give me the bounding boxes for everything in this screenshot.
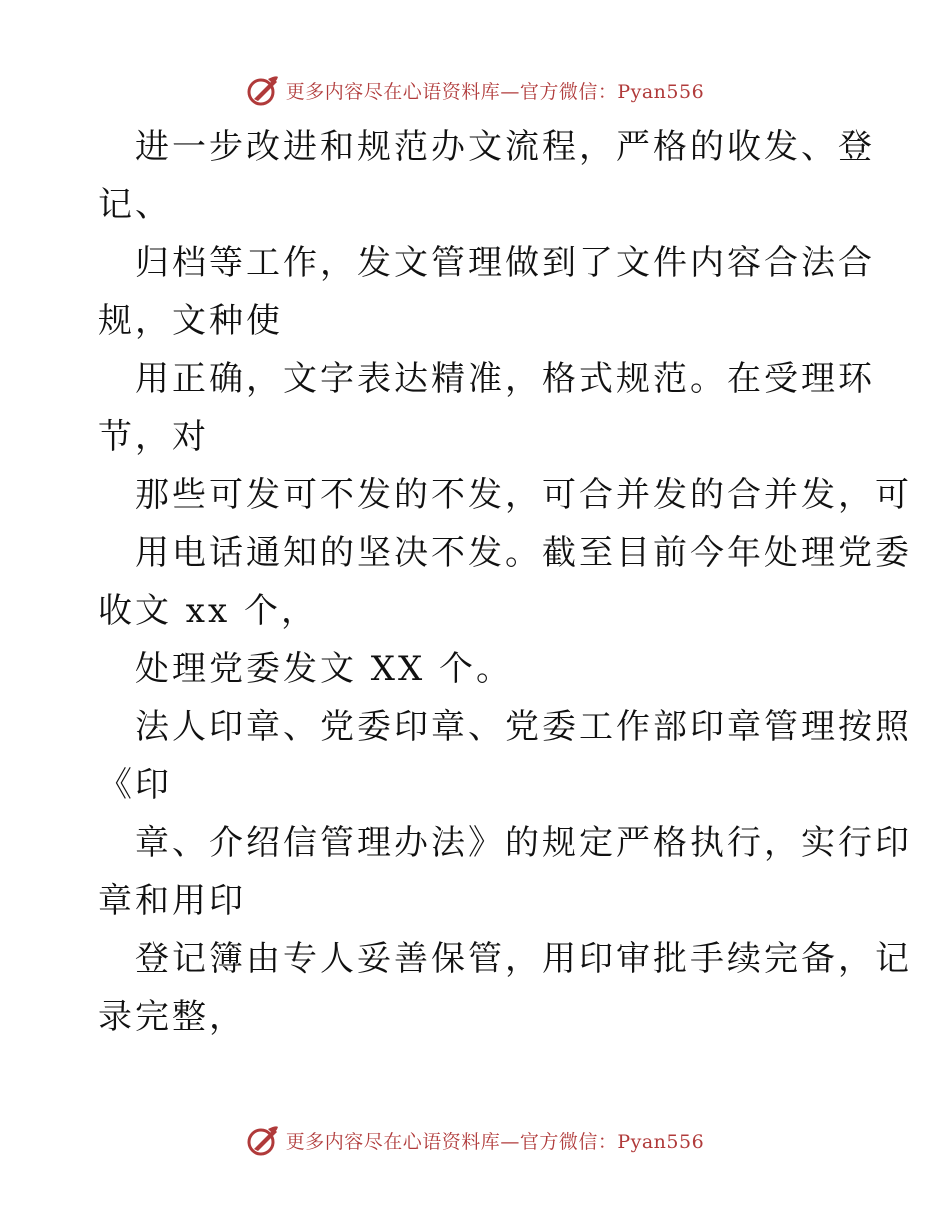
body-line: 那些可发可不发的不发，可合并发的合并发，可	[135, 475, 912, 515]
body-line: 录完整，	[98, 997, 246, 1037]
body-line: 记、	[98, 185, 172, 225]
body-line: 登记簿由专人妥善保管，用印审批手续完备，记	[135, 939, 912, 979]
body-line: 用正确，文字表达精准，格式规范。在受理环	[135, 359, 875, 399]
body-line: 法人印章、党委印章、党委工作部印章管理按照	[135, 707, 912, 747]
body-line: 章、介绍信管理办法》的规定严格执行，实行印	[135, 823, 912, 863]
quill-logo-icon	[246, 73, 280, 107]
body-line: 用电话通知的坚决不发。截至目前今年处理党委	[135, 533, 912, 573]
footer-banner-text	[286, 1127, 704, 1154]
header-banner	[0, 70, 950, 110]
header-banner-wechat-id: Pyan556	[617, 80, 705, 103]
header-banner-separator: —	[500, 80, 520, 103]
footer-banner-cn: 更多内容尽在心语资料库	[285, 1130, 501, 1153]
body-line: 《印	[98, 765, 172, 805]
body-line: 处理党委发文 XX 个。	[135, 649, 514, 689]
footer-banner	[0, 1120, 950, 1160]
footer-banner-wechat-id: Pyan556	[617, 1130, 705, 1153]
footer-banner-separator: —	[500, 1130, 520, 1153]
footer-banner-wechat-label: 官方微信：	[519, 1130, 618, 1153]
header-banner-text	[286, 77, 704, 104]
header-banner-cn: 更多内容尽在心语资料库	[285, 80, 501, 103]
body-line: 进一步改进和规范办文流程，严格的收发、登	[135, 127, 875, 167]
quill-logo-icon	[246, 1123, 280, 1157]
body-line: 收文 xx 个，	[98, 591, 318, 631]
body-line: 规，文种使	[98, 301, 283, 341]
body-line: 章和用印	[98, 881, 246, 921]
header-banner-wechat-label: 官方微信：	[519, 80, 618, 103]
body-line: 节，对	[98, 417, 209, 457]
body-line: 归档等工作，发文管理做到了文件内容合法合	[135, 243, 875, 283]
